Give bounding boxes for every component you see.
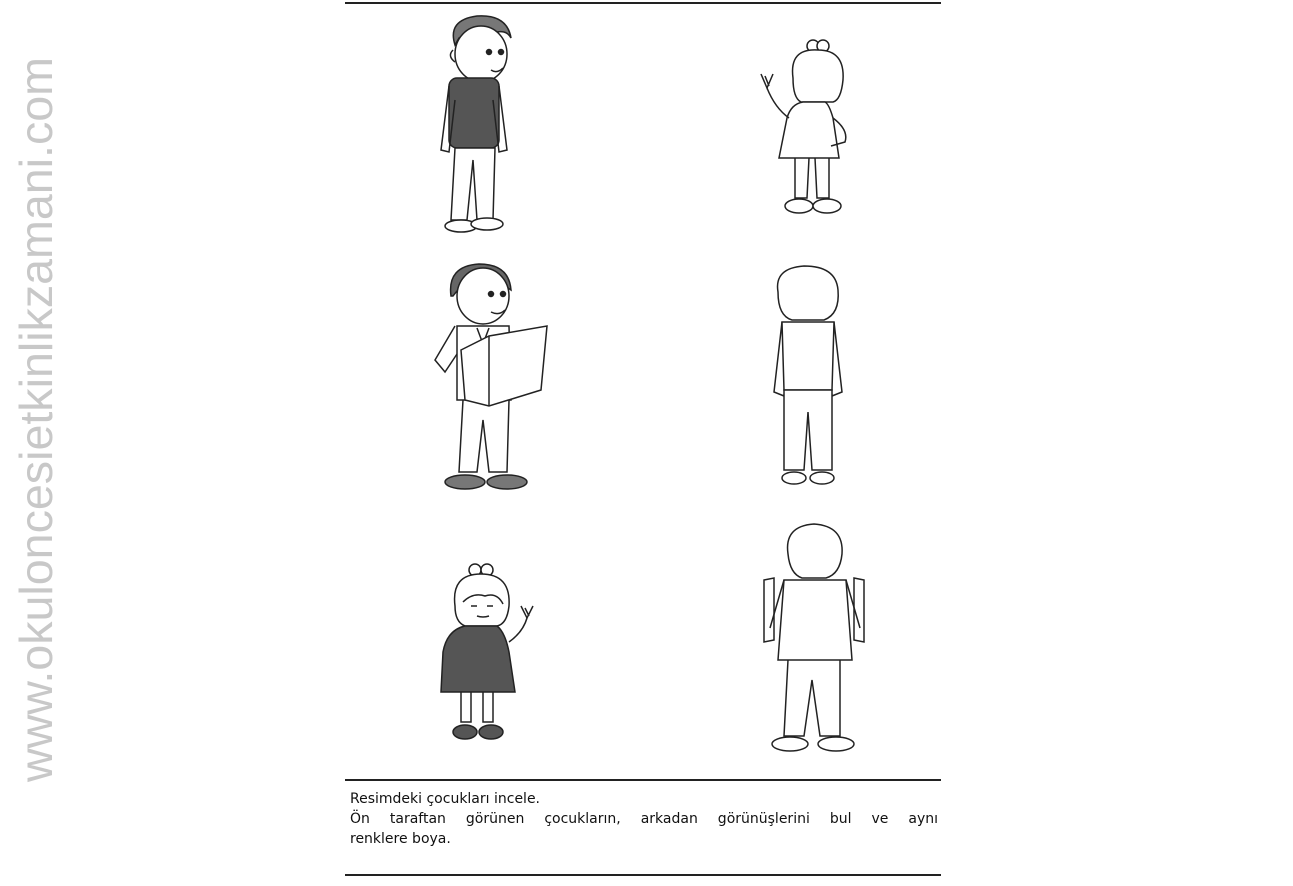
instructions-text	[350, 789, 938, 849]
instruction-line-3: renklere boya.	[350, 831, 451, 847]
middle-rule	[345, 779, 941, 781]
back-boy-with-book	[760, 520, 870, 760]
worksheet-page	[345, 0, 941, 882]
bottom-rule	[345, 874, 941, 876]
front-boy-reading	[417, 260, 557, 495]
watermark-text: www.okuloncesietkinlikzamani.com	[10, 66, 62, 782]
back-girl-waving	[753, 38, 863, 223]
front-boy-standing	[437, 10, 527, 245]
instruction-line-1: Resimdeki çocukları incele.	[350, 791, 541, 807]
back-boy-standing	[768, 262, 848, 492]
top-rule	[345, 2, 941, 4]
site-watermark	[0, 0, 70, 882]
front-girl-waving	[437, 562, 537, 752]
instruction-line-2: Ön taraftan görünen çocukların, arkadan görünüşlerini bul ve aynı	[350, 811, 938, 827]
